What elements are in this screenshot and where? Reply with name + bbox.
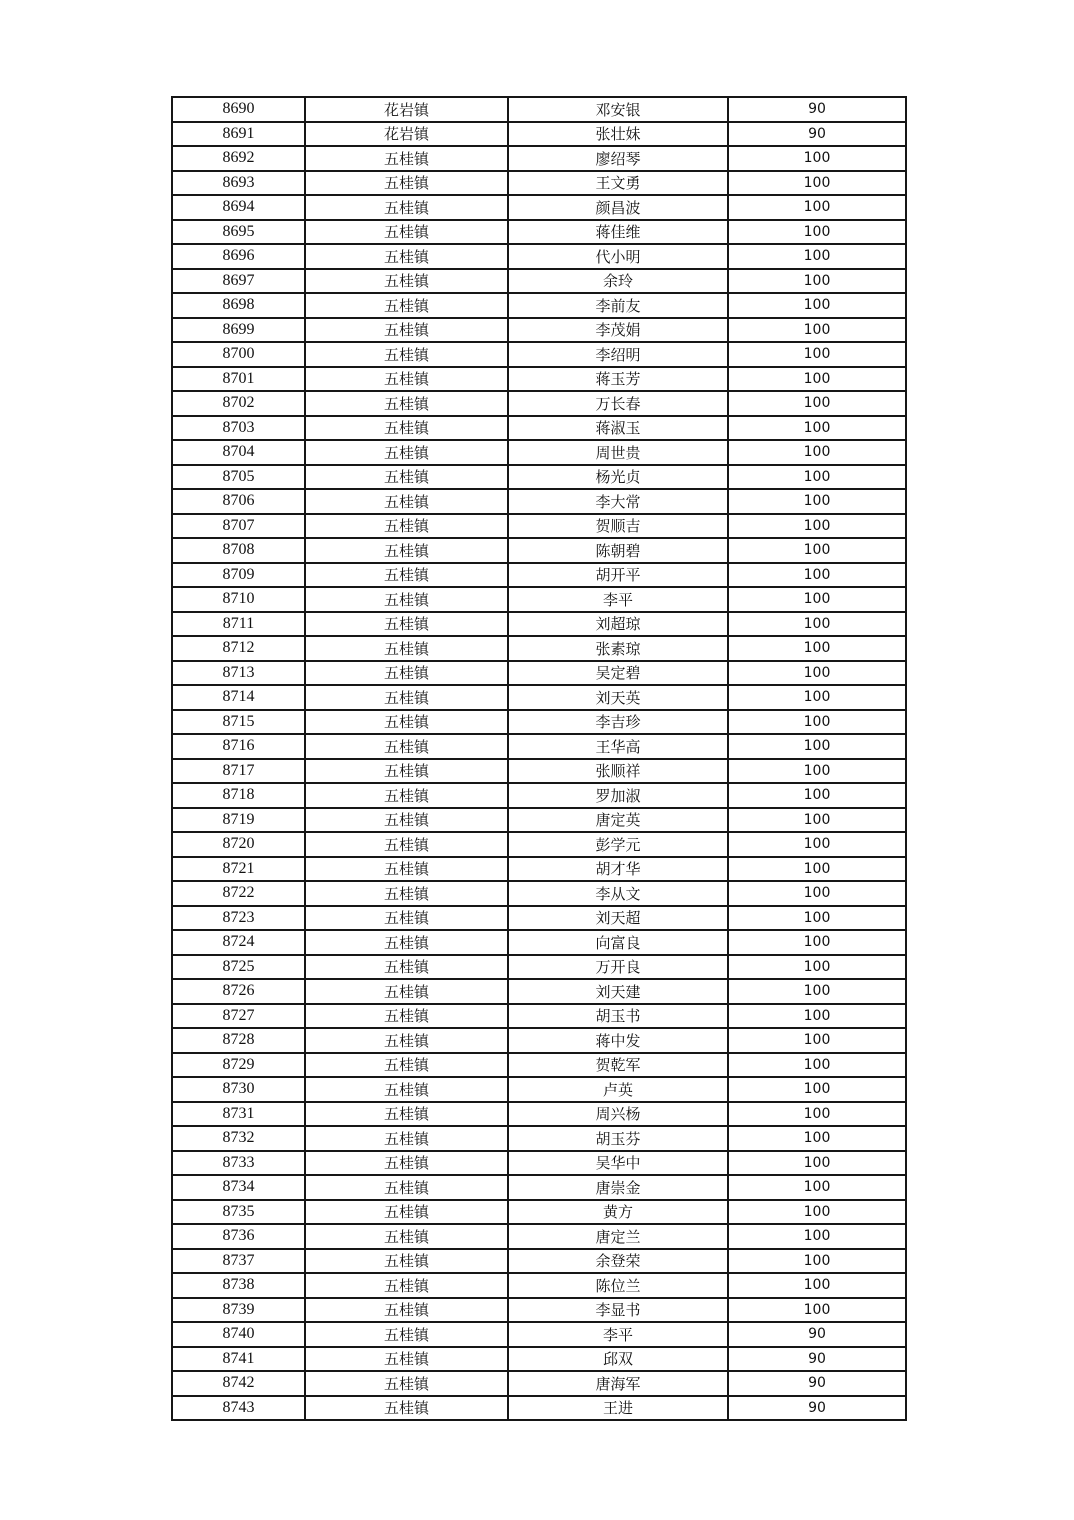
score-cell: 100 bbox=[728, 1151, 906, 1176]
table-row bbox=[172, 416, 906, 441]
score-cell: 100 bbox=[728, 783, 906, 808]
table-row bbox=[172, 538, 906, 563]
score-cell: 100 bbox=[728, 1077, 906, 1102]
table-row bbox=[172, 685, 906, 710]
table-row bbox=[172, 122, 906, 147]
town-cell: 五桂镇 bbox=[305, 1200, 508, 1225]
table-row bbox=[172, 1053, 906, 1078]
score-cell: 100 bbox=[728, 195, 906, 220]
town-cell: 五桂镇 bbox=[305, 832, 508, 857]
name-cell: 卢英 bbox=[508, 1077, 728, 1102]
town-cell: 花岩镇 bbox=[305, 122, 508, 147]
table-row bbox=[172, 1175, 906, 1200]
score-cell: 100 bbox=[728, 979, 906, 1004]
name-cell: 向富良 bbox=[508, 930, 728, 955]
name-cell: 李前友 bbox=[508, 293, 728, 318]
name-cell: 蒋淑玉 bbox=[508, 416, 728, 441]
id-cell: 8706 bbox=[172, 489, 305, 514]
table-row bbox=[172, 1200, 906, 1225]
name-cell: 李从文 bbox=[508, 881, 728, 906]
score-cell: 90 bbox=[728, 122, 906, 147]
name-cell: 蒋佳维 bbox=[508, 220, 728, 245]
table-row bbox=[172, 734, 906, 759]
town-cell: 五桂镇 bbox=[305, 146, 508, 171]
id-cell: 8736 bbox=[172, 1224, 305, 1249]
score-cell: 100 bbox=[728, 367, 906, 392]
town-cell: 五桂镇 bbox=[305, 881, 508, 906]
table-row bbox=[172, 1249, 906, 1274]
name-cell: 吴定碧 bbox=[508, 661, 728, 686]
table-row bbox=[172, 293, 906, 318]
town-cell: 五桂镇 bbox=[305, 440, 508, 465]
name-cell: 李绍明 bbox=[508, 342, 728, 367]
name-cell: 周兴杨 bbox=[508, 1102, 728, 1127]
town-cell: 五桂镇 bbox=[305, 1004, 508, 1029]
table-row bbox=[172, 146, 906, 171]
town-cell: 五桂镇 bbox=[305, 1175, 508, 1200]
table-row bbox=[172, 1298, 906, 1323]
table-row bbox=[172, 563, 906, 588]
score-cell: 100 bbox=[728, 514, 906, 539]
town-cell: 五桂镇 bbox=[305, 955, 508, 980]
id-cell: 8715 bbox=[172, 710, 305, 735]
table-row bbox=[172, 1028, 906, 1053]
table-row bbox=[172, 220, 906, 245]
name-cell: 彭学元 bbox=[508, 832, 728, 857]
town-cell: 五桂镇 bbox=[305, 1298, 508, 1323]
town-cell: 五桂镇 bbox=[305, 220, 508, 245]
town-cell: 五桂镇 bbox=[305, 734, 508, 759]
id-cell: 8730 bbox=[172, 1077, 305, 1102]
id-cell: 8719 bbox=[172, 808, 305, 833]
town-cell: 五桂镇 bbox=[305, 710, 508, 735]
score-cell: 100 bbox=[728, 244, 906, 269]
name-cell: 唐海军 bbox=[508, 1371, 728, 1396]
table-row bbox=[172, 489, 906, 514]
name-cell: 唐定兰 bbox=[508, 1224, 728, 1249]
table-row bbox=[172, 906, 906, 931]
id-cell: 8728 bbox=[172, 1028, 305, 1053]
table-row bbox=[172, 612, 906, 637]
id-cell: 8710 bbox=[172, 587, 305, 612]
id-cell: 8734 bbox=[172, 1175, 305, 1200]
table-row bbox=[172, 1347, 906, 1372]
score-cell: 100 bbox=[728, 538, 906, 563]
score-cell: 100 bbox=[728, 146, 906, 171]
id-cell: 8692 bbox=[172, 146, 305, 171]
id-cell: 8717 bbox=[172, 759, 305, 784]
town-cell: 五桂镇 bbox=[305, 1102, 508, 1127]
score-cell: 100 bbox=[728, 612, 906, 637]
table-row bbox=[172, 661, 906, 686]
table-body bbox=[172, 97, 906, 1420]
name-cell: 李大常 bbox=[508, 489, 728, 514]
id-cell: 8698 bbox=[172, 293, 305, 318]
id-cell: 8732 bbox=[172, 1126, 305, 1151]
town-cell: 五桂镇 bbox=[305, 171, 508, 196]
table-row bbox=[172, 1151, 906, 1176]
table-row bbox=[172, 171, 906, 196]
name-cell: 廖绍琴 bbox=[508, 146, 728, 171]
id-cell: 8739 bbox=[172, 1298, 305, 1323]
table-row bbox=[172, 808, 906, 833]
town-cell: 五桂镇 bbox=[305, 563, 508, 588]
town-cell: 五桂镇 bbox=[305, 1224, 508, 1249]
name-cell: 张素琼 bbox=[508, 636, 728, 661]
name-cell: 吴华中 bbox=[508, 1151, 728, 1176]
table-row bbox=[172, 97, 906, 122]
name-cell: 周世贵 bbox=[508, 440, 728, 465]
town-cell: 五桂镇 bbox=[305, 1396, 508, 1421]
id-cell: 8699 bbox=[172, 318, 305, 343]
town-cell: 五桂镇 bbox=[305, 1347, 508, 1372]
score-cell: 100 bbox=[728, 955, 906, 980]
town-cell: 五桂镇 bbox=[305, 857, 508, 882]
town-cell: 五桂镇 bbox=[305, 930, 508, 955]
name-cell: 黄方 bbox=[508, 1200, 728, 1225]
table-row bbox=[172, 1322, 906, 1347]
table-row bbox=[172, 1004, 906, 1029]
name-cell: 蒋玉芳 bbox=[508, 367, 728, 392]
table-row bbox=[172, 514, 906, 539]
table-row bbox=[172, 636, 906, 661]
score-cell: 100 bbox=[728, 1175, 906, 1200]
id-cell: 8709 bbox=[172, 563, 305, 588]
table-row bbox=[172, 1273, 906, 1298]
name-cell: 余登荣 bbox=[508, 1249, 728, 1274]
name-cell: 万长春 bbox=[508, 391, 728, 416]
score-cell: 90 bbox=[728, 97, 906, 122]
id-cell: 8701 bbox=[172, 367, 305, 392]
name-cell: 邱双 bbox=[508, 1347, 728, 1372]
id-cell: 8690 bbox=[172, 97, 305, 122]
town-cell: 五桂镇 bbox=[305, 783, 508, 808]
table-row bbox=[172, 1371, 906, 1396]
id-cell: 8726 bbox=[172, 979, 305, 1004]
score-cell: 100 bbox=[728, 1249, 906, 1274]
name-cell: 颜昌波 bbox=[508, 195, 728, 220]
town-cell: 五桂镇 bbox=[305, 1249, 508, 1274]
table-row bbox=[172, 587, 906, 612]
score-cell: 100 bbox=[728, 808, 906, 833]
name-cell: 罗加淑 bbox=[508, 783, 728, 808]
town-cell: 五桂镇 bbox=[305, 587, 508, 612]
score-cell: 100 bbox=[728, 1273, 906, 1298]
town-cell: 五桂镇 bbox=[305, 293, 508, 318]
town-cell: 花岩镇 bbox=[305, 97, 508, 122]
score-cell: 100 bbox=[728, 293, 906, 318]
score-cell: 100 bbox=[728, 1028, 906, 1053]
id-cell: 8703 bbox=[172, 416, 305, 441]
table-row bbox=[172, 1126, 906, 1151]
score-cell: 100 bbox=[728, 1004, 906, 1029]
name-cell: 余玲 bbox=[508, 269, 728, 294]
score-cell: 100 bbox=[728, 1102, 906, 1127]
id-cell: 8722 bbox=[172, 881, 305, 906]
id-cell: 8694 bbox=[172, 195, 305, 220]
id-cell: 8740 bbox=[172, 1322, 305, 1347]
table-row bbox=[172, 881, 906, 906]
town-cell: 五桂镇 bbox=[305, 979, 508, 1004]
score-cell: 100 bbox=[728, 465, 906, 490]
table-row bbox=[172, 318, 906, 343]
id-cell: 8738 bbox=[172, 1273, 305, 1298]
name-cell: 胡玉书 bbox=[508, 1004, 728, 1029]
town-cell: 五桂镇 bbox=[305, 1273, 508, 1298]
town-cell: 五桂镇 bbox=[305, 367, 508, 392]
name-cell: 李显书 bbox=[508, 1298, 728, 1323]
town-cell: 五桂镇 bbox=[305, 906, 508, 931]
name-cell: 陈位兰 bbox=[508, 1273, 728, 1298]
table-row bbox=[172, 979, 906, 1004]
name-cell: 李茂娟 bbox=[508, 318, 728, 343]
town-cell: 五桂镇 bbox=[305, 391, 508, 416]
id-cell: 8702 bbox=[172, 391, 305, 416]
id-cell: 8718 bbox=[172, 783, 305, 808]
id-cell: 8707 bbox=[172, 514, 305, 539]
town-cell: 五桂镇 bbox=[305, 1053, 508, 1078]
id-cell: 8704 bbox=[172, 440, 305, 465]
name-cell: 杨光贞 bbox=[508, 465, 728, 490]
town-cell: 五桂镇 bbox=[305, 1028, 508, 1053]
town-cell: 五桂镇 bbox=[305, 808, 508, 833]
town-cell: 五桂镇 bbox=[305, 1151, 508, 1176]
score-cell: 90 bbox=[728, 1322, 906, 1347]
name-cell: 贺顺吉 bbox=[508, 514, 728, 539]
id-cell: 8716 bbox=[172, 734, 305, 759]
table-row bbox=[172, 440, 906, 465]
score-cell: 100 bbox=[728, 391, 906, 416]
town-cell: 五桂镇 bbox=[305, 661, 508, 686]
town-cell: 五桂镇 bbox=[305, 514, 508, 539]
name-cell: 王进 bbox=[508, 1396, 728, 1421]
name-cell: 万开良 bbox=[508, 955, 728, 980]
name-cell: 邓安银 bbox=[508, 97, 728, 122]
score-cell: 100 bbox=[728, 416, 906, 441]
name-cell: 唐崇金 bbox=[508, 1175, 728, 1200]
table-row bbox=[172, 759, 906, 784]
town-cell: 五桂镇 bbox=[305, 416, 508, 441]
town-cell: 五桂镇 bbox=[305, 318, 508, 343]
name-cell: 陈朝碧 bbox=[508, 538, 728, 563]
table-row bbox=[172, 367, 906, 392]
id-cell: 8729 bbox=[172, 1053, 305, 1078]
score-cell: 100 bbox=[728, 857, 906, 882]
score-cell: 90 bbox=[728, 1347, 906, 1372]
score-cell: 100 bbox=[728, 440, 906, 465]
name-cell: 贺乾军 bbox=[508, 1053, 728, 1078]
score-cell: 100 bbox=[728, 710, 906, 735]
score-cell: 100 bbox=[728, 1053, 906, 1078]
id-cell: 8720 bbox=[172, 832, 305, 857]
town-cell: 五桂镇 bbox=[305, 1126, 508, 1151]
name-cell: 王华高 bbox=[508, 734, 728, 759]
town-cell: 五桂镇 bbox=[305, 1322, 508, 1347]
id-cell: 8696 bbox=[172, 244, 305, 269]
id-cell: 8711 bbox=[172, 612, 305, 637]
score-cell: 90 bbox=[728, 1371, 906, 1396]
table-row bbox=[172, 342, 906, 367]
score-cell: 100 bbox=[728, 171, 906, 196]
table-row bbox=[172, 1102, 906, 1127]
name-cell: 李平 bbox=[508, 1322, 728, 1347]
score-cell: 100 bbox=[728, 563, 906, 588]
score-cell: 100 bbox=[728, 636, 906, 661]
score-cell: 100 bbox=[728, 832, 906, 857]
town-cell: 五桂镇 bbox=[305, 465, 508, 490]
id-cell: 8723 bbox=[172, 906, 305, 931]
table-row bbox=[172, 930, 906, 955]
id-cell: 8708 bbox=[172, 538, 305, 563]
town-cell: 五桂镇 bbox=[305, 195, 508, 220]
score-cell: 100 bbox=[728, 759, 906, 784]
scores-table bbox=[171, 96, 907, 1421]
id-cell: 8693 bbox=[172, 171, 305, 196]
score-cell: 100 bbox=[728, 734, 906, 759]
table-row bbox=[172, 1077, 906, 1102]
town-cell: 五桂镇 bbox=[305, 342, 508, 367]
id-cell: 8733 bbox=[172, 1151, 305, 1176]
score-cell: 100 bbox=[728, 220, 906, 245]
town-cell: 五桂镇 bbox=[305, 269, 508, 294]
id-cell: 8741 bbox=[172, 1347, 305, 1372]
town-cell: 五桂镇 bbox=[305, 636, 508, 661]
name-cell: 胡玉芬 bbox=[508, 1126, 728, 1151]
name-cell: 胡开平 bbox=[508, 563, 728, 588]
table-row bbox=[172, 783, 906, 808]
score-cell: 100 bbox=[728, 906, 906, 931]
town-cell: 五桂镇 bbox=[305, 244, 508, 269]
town-cell: 五桂镇 bbox=[305, 685, 508, 710]
name-cell: 代小明 bbox=[508, 244, 728, 269]
score-cell: 100 bbox=[728, 930, 906, 955]
score-cell: 100 bbox=[728, 269, 906, 294]
id-cell: 8691 bbox=[172, 122, 305, 147]
id-cell: 8721 bbox=[172, 857, 305, 882]
score-cell: 100 bbox=[728, 1224, 906, 1249]
name-cell: 张顺祥 bbox=[508, 759, 728, 784]
table-row bbox=[172, 1224, 906, 1249]
id-cell: 8697 bbox=[172, 269, 305, 294]
id-cell: 8695 bbox=[172, 220, 305, 245]
name-cell: 王文勇 bbox=[508, 171, 728, 196]
table-row bbox=[172, 1396, 906, 1421]
table-row bbox=[172, 269, 906, 294]
id-cell: 8731 bbox=[172, 1102, 305, 1127]
town-cell: 五桂镇 bbox=[305, 759, 508, 784]
town-cell: 五桂镇 bbox=[305, 1077, 508, 1102]
town-cell: 五桂镇 bbox=[305, 612, 508, 637]
table-row bbox=[172, 391, 906, 416]
table-row bbox=[172, 832, 906, 857]
town-cell: 五桂镇 bbox=[305, 489, 508, 514]
id-cell: 8727 bbox=[172, 1004, 305, 1029]
id-cell: 8737 bbox=[172, 1249, 305, 1274]
table-row bbox=[172, 195, 906, 220]
id-cell: 8705 bbox=[172, 465, 305, 490]
name-cell: 李平 bbox=[508, 587, 728, 612]
score-cell: 100 bbox=[728, 661, 906, 686]
name-cell: 刘超琼 bbox=[508, 612, 728, 637]
name-cell: 李吉珍 bbox=[508, 710, 728, 735]
score-cell: 100 bbox=[728, 587, 906, 612]
id-cell: 8712 bbox=[172, 636, 305, 661]
table-row bbox=[172, 244, 906, 269]
id-cell: 8700 bbox=[172, 342, 305, 367]
table-row bbox=[172, 857, 906, 882]
id-cell: 8724 bbox=[172, 930, 305, 955]
name-cell: 刘天建 bbox=[508, 979, 728, 1004]
score-cell: 100 bbox=[728, 1126, 906, 1151]
table-row bbox=[172, 465, 906, 490]
score-cell: 100 bbox=[728, 318, 906, 343]
id-cell: 8743 bbox=[172, 1396, 305, 1421]
score-cell: 100 bbox=[728, 685, 906, 710]
table-row bbox=[172, 710, 906, 735]
name-cell: 蒋中发 bbox=[508, 1028, 728, 1053]
score-cell: 90 bbox=[728, 1396, 906, 1421]
score-cell: 100 bbox=[728, 489, 906, 514]
id-cell: 8714 bbox=[172, 685, 305, 710]
name-cell: 唐定英 bbox=[508, 808, 728, 833]
score-cell: 100 bbox=[728, 1200, 906, 1225]
score-cell: 100 bbox=[728, 1298, 906, 1323]
id-cell: 8742 bbox=[172, 1371, 305, 1396]
id-cell: 8713 bbox=[172, 661, 305, 686]
name-cell: 胡才华 bbox=[508, 857, 728, 882]
id-cell: 8735 bbox=[172, 1200, 305, 1225]
id-cell: 8725 bbox=[172, 955, 305, 980]
name-cell: 刘天超 bbox=[508, 906, 728, 931]
name-cell: 张壮妹 bbox=[508, 122, 728, 147]
name-cell: 刘天英 bbox=[508, 685, 728, 710]
table-row bbox=[172, 955, 906, 980]
town-cell: 五桂镇 bbox=[305, 538, 508, 563]
score-cell: 100 bbox=[728, 881, 906, 906]
score-cell: 100 bbox=[728, 342, 906, 367]
town-cell: 五桂镇 bbox=[305, 1371, 508, 1396]
